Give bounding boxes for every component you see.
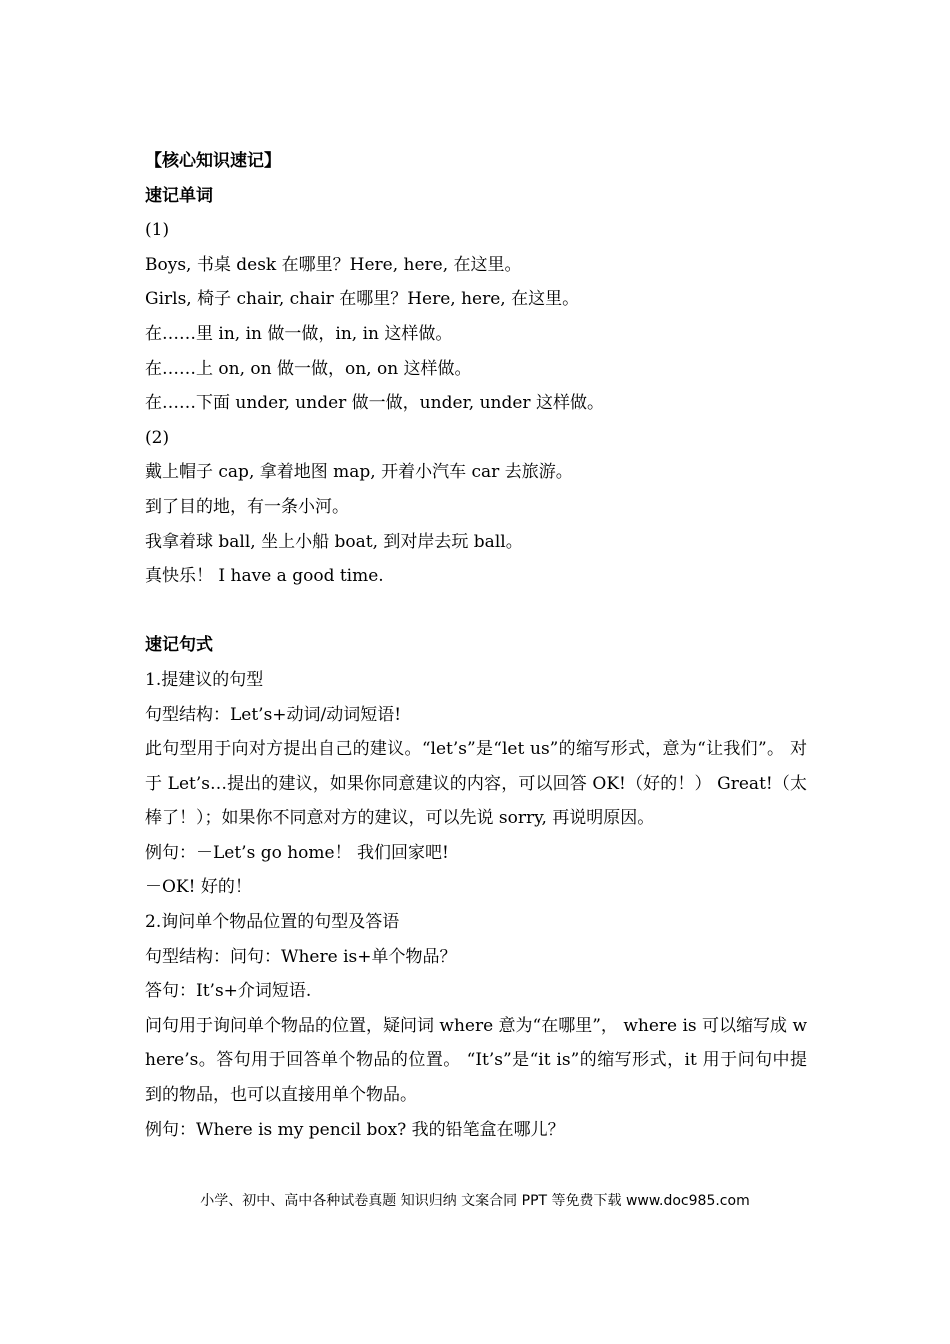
vocab-line: 在……上 on, on 做一做，on, on 这样做。 [145, 358, 472, 379]
spacer [145, 594, 807, 629]
pattern2-structure: 句型结构：问句：Where is+单个物品？ [145, 946, 457, 967]
pattern1-title: 1.提建议的句型 [145, 669, 264, 690]
vocab-line: 在……里 in, in 做一做，in, in 这样做。 [145, 323, 453, 344]
vocab-line: 我拿着球 ball, 坐上小船 boat, 到对岸去玩 ball。 [145, 531, 523, 552]
pattern1-answer: －OK! 好的！ [145, 877, 252, 898]
patterns-title: 速记句式 [145, 635, 213, 656]
pattern1-example: 例句：－Let’s go home！ 我们回家吧! [145, 842, 449, 863]
vocab-line: Girls, 椅子 chair, chair 在哪里？Here, here, 在这里。 [145, 289, 580, 310]
document-body [145, 144, 807, 1147]
vocab-line: 在……下面 under, under 做一做，under, under 这样做。 [145, 393, 604, 414]
vocab-title: 速记单词 [145, 185, 213, 206]
pattern2-explanation: 问句用于询问单个物品的位置，疑问词 where 意为“在哪里”， where is 可以缩写成 where’s。答句用于回答单个物品的位置。 “It’s”是“it is”的缩写形式，it 用于问句中提到的物品，也可以直接用单个物品。 [145, 1015, 808, 1106]
vocab-line: 到了目的地，有一条小河。 [145, 496, 349, 517]
vocab-part1-label: (1) [145, 220, 170, 241]
vocab-part2-label: (2) [145, 427, 170, 448]
vocab-line: 戴上帽子 cap, 拿着地图 map, 开着小汽车 car 去旅游。 [145, 462, 573, 483]
pattern2-example: 例句：Where is my pencil box? 我的铅笔盒在哪儿？ [145, 1119, 565, 1140]
pattern2-answer-structure: 答句：It’s+介词短语. [145, 981, 312, 1002]
pattern1-explanation: 此句型用于向对方提出自己的建议。“let’s”是“let us”的缩写形式，意为“让我们”。 对于 Let’s…提出的建议，如果你同意建议的内容，可以回答 OK!（好的！） Great!（太棒了！）；如果你不同意对方的建议，可以先说 sorry, 再说明原因。 [145, 739, 807, 829]
page-footer: 小学、初中、高中各种试卷真题 知识归纳 文案合同 PPT 等免费下载 www.doc985.com [200, 1193, 750, 1209]
pattern2-title: 2.询问单个物品位置的句型及答语 [145, 912, 400, 933]
vocab-line: Boys, 书桌 desk 在哪里？Here, here, 在这里。 [145, 254, 522, 275]
section-heading: 【核心知识速记】 [145, 151, 281, 171]
pattern1-structure: 句型结构：Let’s+动词/动词短语! [145, 704, 402, 725]
vocab-line: 真快乐！ I have a good time. [145, 566, 384, 587]
